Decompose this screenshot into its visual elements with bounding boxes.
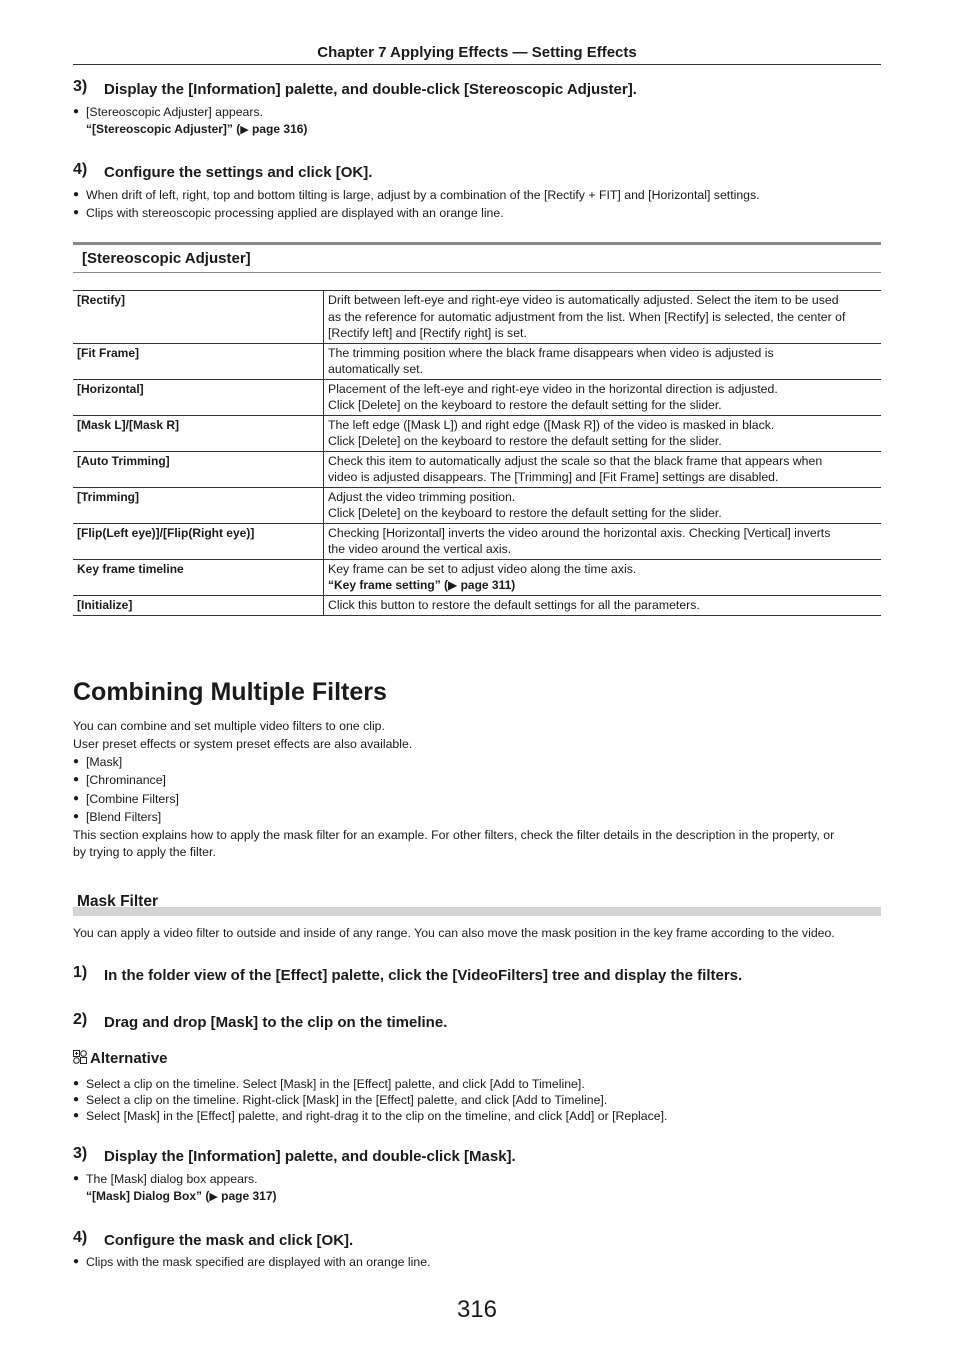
page-reference-link[interactable]: “Key frame setting” (▶ page 311): [328, 578, 516, 592]
step-number: 1): [73, 964, 88, 981]
alternative-heading: Alternative: [73, 1050, 168, 1067]
table-row: [Trimming] Adjust the video trimming position. Click [Delete] on the keyboard to restore the default setting for the slider.: [73, 487, 881, 523]
table-row: [Rectify] Drift between left-eye and right-eye video is automatically adjusted. Select the item to be used as the reference for automatic adjustment from the list. When [Rectify] is selected, the center of [Rectify left] and [Rectify right] is set.: [73, 291, 881, 344]
bullet-dot-icon: ●: [73, 1256, 80, 1267]
section-title: [Stereoscopic Adjuster]: [82, 250, 251, 267]
step-number: 3): [73, 1145, 88, 1162]
section-header: [73, 242, 881, 273]
subsection-heading: Mask Filter: [77, 893, 158, 910]
bullet-dot-icon: ●: [73, 189, 80, 200]
step-number: 4): [73, 161, 88, 178]
settings-table: [73, 290, 881, 616]
table-row: [Auto Trimming] Check this item to automatically adjust the scale so that the black frame that appears when video is adjusted disappears. The [Trimming] and [Fit Frame] settings are disabled.: [73, 451, 881, 487]
section-heading: Combining Multiple Filters: [73, 678, 387, 706]
bullet-dot-icon: ●: [73, 207, 80, 218]
step-text: Configure the mask and click [OK].: [104, 1232, 354, 1249]
table-row: [Initialize] Click this button to restore the default settings for all the parameters.: [73, 595, 881, 615]
table-row: [Mask L]/[Mask R] The left edge ([Mask L]) and right edge ([Mask R]) of the video is masked in black. Click [Delete] on the keyboard to restore the default setting for the slider.: [73, 415, 881, 451]
step-text: Drag and drop [Mask] to the clip on the timeline.: [104, 1014, 448, 1031]
chapter-header: Chapter 7 Applying Effects — Setting Effects: [73, 44, 881, 65]
bullet-dot-icon: ●: [73, 793, 80, 804]
bullet-dot-icon: ●: [73, 1110, 80, 1121]
page-reference-link[interactable]: “[Mask] Dialog Box” (▶ page 317): [86, 1189, 277, 1203]
step-text: In the folder view of the [Effect] palette, click the [VideoFilters] tree and display the filters.: [104, 967, 743, 984]
subsection-band: [73, 907, 881, 916]
bullet-dot-icon: ●: [73, 811, 80, 822]
step-text: Configure the settings and click [OK].: [104, 164, 373, 181]
bullet-dot-icon: ●: [73, 756, 80, 767]
page-number: 316: [456, 1296, 498, 1323]
paragraph: You can apply a video filter to outside and inside of any range. You can also move the mask position in the key frame according to the video.: [73, 926, 835, 940]
bullet-dot-icon: ●: [73, 1078, 80, 1089]
step-number: 3): [73, 78, 88, 95]
table-row: [Fit Frame] The trimming position where the black frame disappears when video is adjusted is automatically set.: [73, 343, 881, 379]
bullet-dot-icon: ●: [73, 1094, 80, 1105]
step-number: 2): [73, 1011, 88, 1028]
bullet-dot-icon: ●: [73, 774, 80, 785]
play-arrow-icon: ▶: [209, 1191, 218, 1203]
step-number: 4): [73, 1229, 88, 1246]
table-row: [Flip(Left eye)]/[Flip(Right eye)] Checking [Horizontal] inverts the video around the horizontal axis. Checking [Vertical] inverts the video around the vertical axis.: [73, 523, 881, 559]
table-row: Key frame timeline Key frame can be set to adjust video along the time axis. “Key frame setting” (▶ page 311): [73, 559, 881, 595]
page-reference-link[interactable]: “[Stereoscopic Adjuster]” (▶ page 316): [86, 122, 308, 136]
paragraph: This section explains how to apply the mask filter for an example. For other filters, check the filter details in the description in the property, or by trying to apply the filter.: [73, 828, 835, 859]
bullet-dot-icon: ●: [73, 1173, 80, 1184]
bullet-dot-icon: ●: [73, 106, 80, 117]
table-row: [Horizontal] Placement of the left-eye and right-eye video in the horizontal direction is adjusted. Click [Delete] on the keyboard to restore the default setting for the slider.: [73, 379, 881, 415]
step-text: Display the [Information] palette, and double-click [Mask].: [104, 1148, 516, 1165]
alternative-icon: [73, 1050, 87, 1064]
step-text: Display the [Information] palette, and double-click [Stereoscopic Adjuster].: [104, 81, 637, 98]
play-arrow-icon: ▶: [240, 124, 249, 136]
paragraph: You can combine and set multiple video filters to one clip. User preset effects or system preset effects are also available.: [73, 719, 413, 751]
